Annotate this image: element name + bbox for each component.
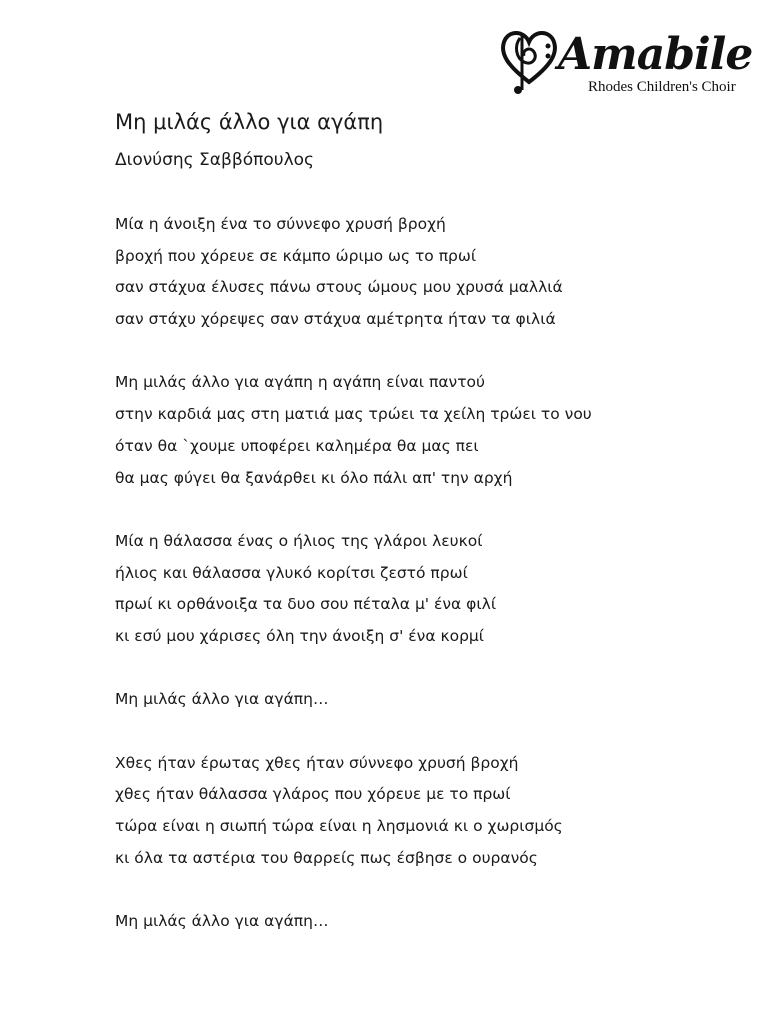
stanza-gap	[115, 877, 755, 909]
lyric-line: Μία η θάλασσα ένας ο ήλιος της γλάροι λευκοί	[115, 531, 483, 550]
lyric-line: βροχή που χόρευε σε κάμπο ώριμο ως το πρωί	[115, 246, 477, 265]
logo-subtitle: Rhodes Children's Choir	[588, 79, 736, 95]
lyric-line: κι όλα τα αστέρια του θαρρείς πως έσβησε ο ουρανός	[115, 848, 538, 867]
lyric-line: Χθες ήταν έρωτας χθες ήταν σύννεφο χρυσή βροχή	[115, 753, 519, 772]
lyrics	[115, 212, 755, 941]
song-author: Διονύσης Σαββόπουλος	[115, 150, 315, 170]
logo-wordmark: Amabile	[558, 29, 753, 80]
lyric-line: τώρα είναι η σιωπή τώρα είναι η λησμονιά κι ο χωρισμός	[115, 817, 563, 836]
amabile-logo	[498, 24, 753, 98]
stanza-gap	[115, 656, 755, 688]
stanza-gap	[115, 339, 755, 371]
stanza-gap	[115, 497, 755, 529]
lyric-line: Μία η άνοιξη ένα το σύννεφο χρυσή βροχή	[115, 215, 446, 233]
lyric-line: Μη μιλάς άλλο για αγάπη η αγάπη είναι παντού	[115, 373, 485, 392]
lyric-line: Μη μιλάς άλλο για αγάπη…	[115, 912, 329, 931]
lyric-line: χθες ήταν θάλασσα γλάρος που χόρευε με το πρωί	[115, 785, 511, 804]
lyric-line: όταν θα `χουμε υποφέρει καλημέρα θα μας πει	[115, 436, 479, 455]
lyric-line: σαν στάχυ χόρεψες σαν στάχυα αμέτρητα ήταν τα φιλιά	[115, 310, 556, 329]
lyric-line: στην καρδιά μας στη ματιά μας τρώει τα χείλη τρώει το νου	[115, 405, 592, 424]
song-title: Μη μιλάς άλλο για αγάπη	[115, 110, 384, 134]
lyric-line: σαν στάχυα έλυσες πάνω στους ώμους μου χρυσά μαλλιά	[115, 278, 563, 297]
lyric-line: πρωί κι ορθάνοιξα τα δυο σου πέταλα μ' ένα φιλί	[115, 595, 497, 614]
lyric-line: θα μας φύγει θα ξανάρθει κι όλο πάλι απ' την αρχή	[115, 468, 513, 487]
lyric-line: Μη μιλάς άλλο για αγάπη…	[115, 690, 329, 709]
heart-clef-icon	[498, 24, 560, 98]
lyric-line: ήλιος και θάλασσα γλυκό κορίτσι ζεστό πρωί	[115, 563, 468, 582]
stanza-gap	[115, 719, 755, 751]
lyric-line: κι εσύ μου χάρισες όλη την άνοιξη σ' ένα κορμί	[115, 626, 485, 645]
